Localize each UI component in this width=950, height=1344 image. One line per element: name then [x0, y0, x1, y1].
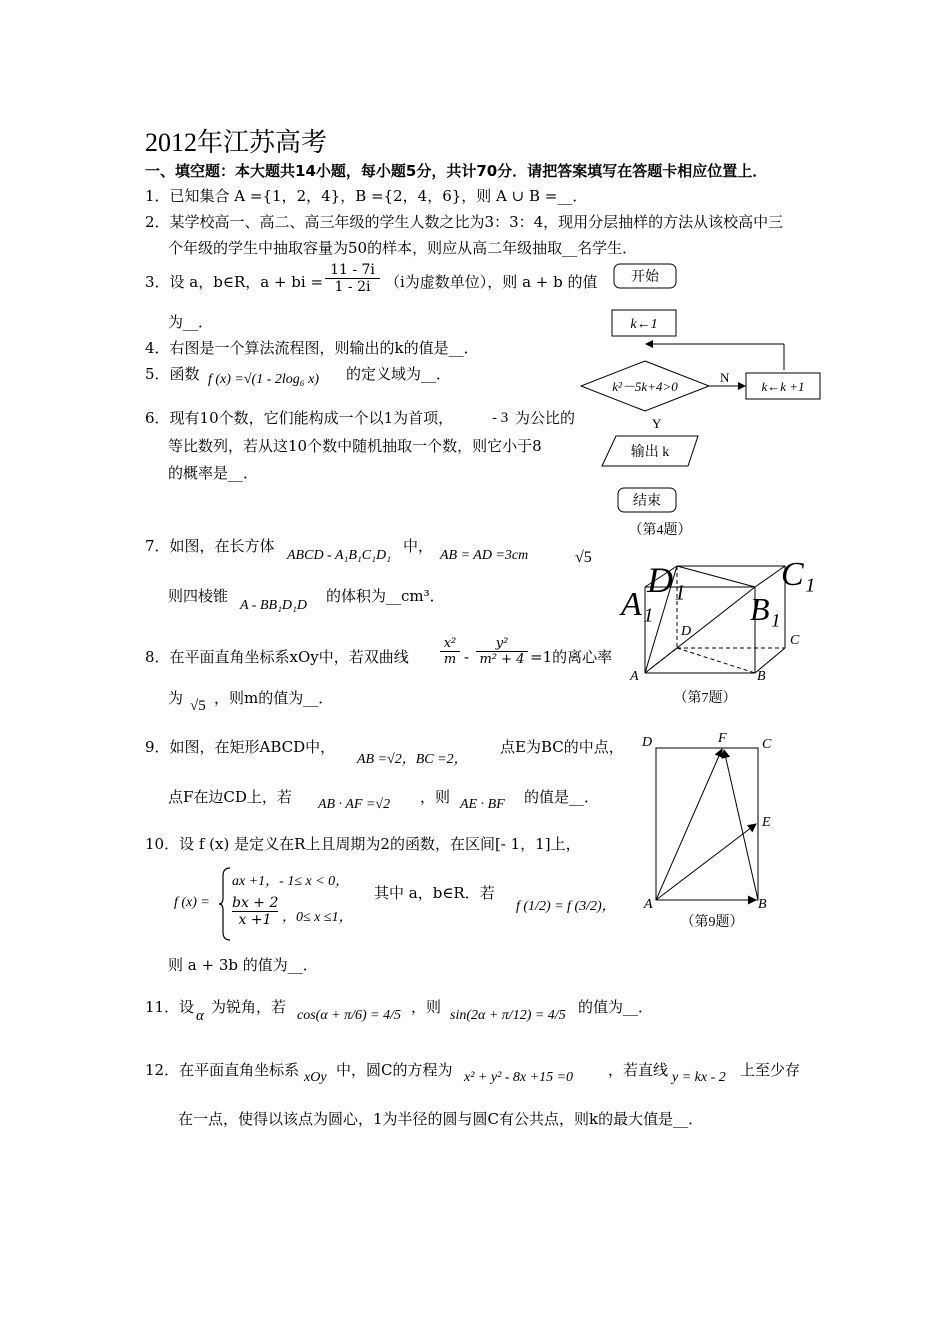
question-3-part-a: 3．设 a，b∈R，a + bi = — [145, 273, 324, 291]
q6-ratio: - 3 — [492, 410, 509, 426]
q7-equation: AB = AD =3cm — [440, 548, 529, 563]
vector-BF — [724, 750, 758, 900]
label-F9: F — [718, 731, 727, 746]
question-6-line1-a: 6．现有10个数，它们能构成一个以1为首项， — [145, 409, 454, 427]
page-title: 2012年江苏高考 — [145, 128, 328, 157]
q8-frac1-den: m — [443, 652, 457, 667]
q8-frac2-den: m² + 4 — [479, 652, 525, 667]
question-2-line1: 2．某学校高一、高二、高三年级的学生人数之比为3：3：4，现用分层抽样的方法从该校高中三 — [145, 213, 784, 231]
question-8-line1-a: 8．在平面直角坐标系xOy中，若双曲线 — [145, 648, 409, 666]
q3-denominator: 1 - 2i — [334, 279, 371, 295]
q12-circle-eq: x² + y² - 8x +15 =0 — [464, 1070, 574, 1085]
q8-sqrt5: √5 — [190, 698, 206, 714]
flow-caption: （第4题） — [628, 523, 692, 538]
q7-solid: ABCD - A₁B₁C₁D₁ — [287, 548, 391, 563]
flow-update-text: k←k +1 — [761, 379, 805, 394]
rect-ABCD — [656, 748, 758, 900]
question-11-b: 为锐角，若 — [211, 998, 287, 1016]
question-7-line2-a: 则四棱锥 — [168, 587, 229, 605]
q10-where: 其中 a，b∈R．若 — [374, 884, 495, 902]
edge-DB — [677, 648, 755, 673]
cuboid-caption: （第7题） — [673, 691, 737, 706]
q12-xoy: xOy — [304, 1070, 327, 1085]
vector-AE — [656, 824, 756, 900]
question-9-line1-b: 点E为BC的中点， — [500, 738, 624, 756]
q7-pyramid: A - BB₁D₁D — [240, 598, 308, 613]
label-D: D — [681, 624, 692, 639]
q3-fraction — [325, 262, 380, 295]
question-11-d: 的值为__． — [578, 998, 654, 1016]
label-E9: E — [762, 815, 771, 830]
question-10-line3: 则 a + 3b 的值为__． — [168, 956, 318, 974]
flow-init-text: k←1 — [630, 317, 658, 332]
flowchart-figure — [580, 258, 840, 543]
q10-case2-num: bx + 2 — [232, 895, 279, 911]
question-8-line2-b: ，则m的值为__． — [214, 689, 334, 707]
label-B9: B — [758, 897, 767, 912]
flow-start-text: 开始 — [631, 270, 659, 285]
q10-condition: f (1/2) = f (3/2)， — [516, 899, 616, 914]
q8-frac2-num: y² — [476, 636, 528, 652]
question-7-line1-b: 中， — [403, 537, 434, 555]
rect-caption: （第9题） — [680, 915, 744, 930]
flow-condition-text: k²－5k+4>0 — [612, 379, 678, 394]
vector-AF — [656, 749, 722, 900]
label-A1: A₁ — [621, 586, 654, 623]
question-12-line1-c: ，若直线 — [608, 1061, 669, 1079]
question-1: 1．已知集合 A ={1，2，4}，B ={2，4，6}，则 A ∪ B =__． — [145, 187, 588, 205]
q10-case1: ax +1，- 1≤ x < 0， — [232, 874, 350, 889]
label-A: A — [630, 669, 639, 684]
q9-lengths: AB =√2，BC =2， — [357, 752, 468, 767]
label-A9: A — [644, 897, 653, 912]
edge-D1B1 — [677, 566, 755, 587]
question-6-line3: 的概率是__． — [168, 464, 259, 482]
question-12-line2: 在一点，使得以该点为圆心，1为半径的圆与圆C有公共点，则k的最大值是__． — [178, 1110, 704, 1128]
q12-line-eq: y = kx - 2 — [672, 1070, 726, 1085]
section-heading: 一、填空题：本大题共14小题，每小题5分，共计70分．请把答案填写在答题卡相应位置上． — [145, 162, 768, 180]
q8-frac1-num: x² — [440, 636, 460, 652]
question-7-line1-a: 7．如图，在长方体 — [145, 537, 275, 555]
cuboid-figure — [575, 540, 825, 710]
q5-function: f (x) =√(1 - 2log₆ x) — [208, 372, 320, 387]
label-C1: C₁ — [781, 556, 816, 593]
label-C9: C — [762, 737, 772, 752]
q8-frac1 — [440, 636, 460, 667]
q11-sin: sin(2α + π/12) = 4/5 — [450, 1008, 566, 1023]
label-B: B — [757, 669, 766, 684]
label-C: C — [790, 633, 800, 648]
q8-frac2 — [476, 636, 528, 667]
question-2-line2: 个年级的学生中抽取容量为50的样本，则应从高二年级抽取__名学生． — [168, 239, 638, 257]
question-3-line2: 为__． — [168, 313, 214, 331]
question-10-line1: 10．设 f (x) 是定义在R上且周期为2的函数，在区间[- 1，1]上， — [145, 835, 581, 853]
question-5-part-a: 5．函数 — [145, 365, 200, 383]
question-12-line1-d: 上至少存 — [740, 1061, 801, 1079]
q11-alpha: α — [196, 1008, 204, 1024]
flow-no-label: N — [720, 370, 730, 385]
flow-end-text: 结束 — [633, 494, 661, 509]
question-8-line2-a: 为 — [168, 689, 184, 707]
q10-brace — [218, 866, 232, 942]
q9-dot-product: AB · AF =√2 — [318, 797, 391, 812]
q10-case2-tail: ，0≤ x ≤1， — [282, 910, 353, 925]
q10-fx: f (x) = — [174, 895, 210, 910]
question-11-c: ，则 — [411, 998, 442, 1016]
q8-minus: - — [464, 648, 470, 666]
question-5-part-b: 的定义域为__． — [346, 365, 452, 383]
question-8-line1-b: =1的离心率 — [530, 648, 613, 666]
q9-dot-product-2: AE · BF — [460, 797, 505, 812]
question-7-line2-b: 的体积为__cm³． — [326, 587, 445, 605]
q10-case2-fraction — [232, 895, 278, 928]
label-D9: D — [642, 735, 653, 750]
question-9-line2-b: ，则 — [420, 788, 451, 806]
label-D1: D₁ — [647, 560, 686, 600]
question-9-line1-a: 9．如图，在矩形ABCD中， — [145, 738, 336, 756]
question-12-line1-a: 12．在平面直角坐标系 — [145, 1061, 300, 1079]
question-11-a: 11．设 — [145, 998, 195, 1016]
question-4: 4．右图是一个算法流程图，则输出的k的值是__． — [145, 339, 479, 357]
q3-numerator: 11 - 7i — [325, 262, 380, 279]
q10-case2-den: x +1 — [238, 912, 272, 928]
question-6-line1-b: 为公比的 — [515, 409, 576, 427]
question-3-part-b: （i为虚数单位），则 a + b 的值 — [385, 273, 598, 291]
flow-output-text: 输出 k — [630, 445, 670, 460]
question-9-line2-a: 点F在边CD上，若 — [168, 788, 292, 806]
label-B1: B₁ — [750, 591, 781, 627]
cuboid-stray-mark: √5 — [575, 549, 592, 566]
question-12-line1-b: 中，圆C的方程为 — [336, 1061, 453, 1079]
question-9-line2-c: 的值是__． — [524, 788, 600, 806]
flow-yes-label: Y — [652, 416, 662, 431]
question-6-line2: 等比数列，若从这10个数中随机抽取一个数，则它小于8 — [168, 437, 542, 455]
q11-cos: cos(α + π/6) = 4/5 — [297, 1008, 402, 1023]
rectangle-figure — [640, 726, 780, 936]
